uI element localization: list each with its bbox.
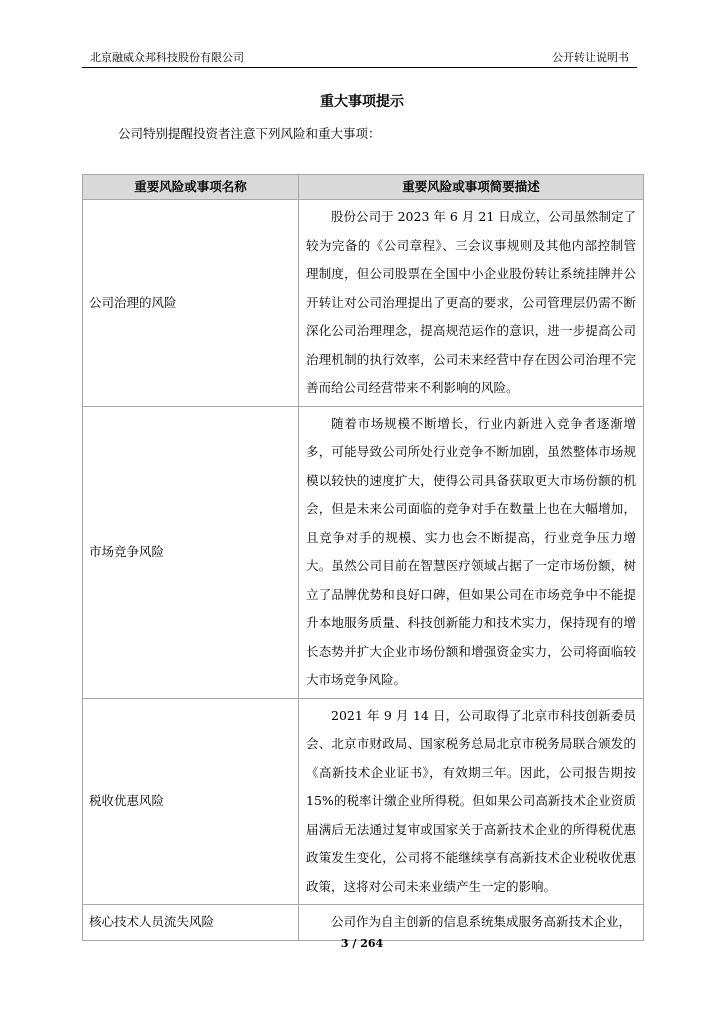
risk-name-cell: 核心技术人员流失风险 <box>83 905 299 941</box>
header-risk-description: 重要风险或事项简要描述 <box>299 175 644 200</box>
total-pages: 264 <box>360 937 384 950</box>
table-row <box>83 905 644 941</box>
page-header <box>82 50 637 66</box>
risk-name-cell: 市场竞争风险 <box>83 406 299 698</box>
header-company-name: 北京融威众邦科技股份有限公司 <box>90 51 244 64</box>
table-row <box>83 406 644 698</box>
intro-paragraph: 公司特别提醒投资者注意下列风险和重大事项： <box>118 126 381 141</box>
risk-name-cell: 税收优惠风险 <box>83 698 299 905</box>
risk-description-cell: 公司作为自主创新的信息系统集成服务高新技术企业， <box>299 905 644 941</box>
risk-description-cell: 随着市场规模不断增长，行业内新进入竞争者逐渐增多，可能导致公司所处行业竞争不断加剧，虽然整体市场规模以较快的速度扩大，使得公司具备获取更大市场份额的机会，但是未来公司面临的竞争对手在数量上也在大幅增加，且竞争对手的规模、实力也会不断提高，行业竞争压力增大。虽然公司目前在智慧医疗领域占据了一定市场份额，树立了品牌优势和良好口碑，但如果公司在市场竞争中不能提升本地服务质量、科技创新能力和技术实力，保持现有的增长态势并扩大企业市场份额和增强资金实力，公司将面临较大市场竞争风险。 <box>299 406 644 698</box>
page-separator: / <box>348 937 361 950</box>
risk-description-cell: 股份公司于 2023 年 6 月 21 日成立，公司虽然制定了较为完备的《公司章程》、三会议事规则及其他内部控制管理制度，但公司股票在全国中小企业股份转让系统挂牌并公开转让对公司治理提出了更高的要求，公司管理层仍需不断深化公司治理理念，提高规范运作的意识，进一步提高公司治理机制的执行效率，公司未来经营中存在因公司治理不完善而给公司经营带来不利影响的风险。 <box>299 200 644 407</box>
header-document-type: 公开转让说明书 <box>552 51 629 64</box>
page-footer <box>0 937 724 951</box>
page-title: 重大事项提示 <box>320 94 404 110</box>
header-risk-name: 重要风险或事项名称 <box>83 175 299 200</box>
table-row <box>83 200 644 407</box>
table-row <box>83 698 644 905</box>
risk-name-cell: 公司治理的风险 <box>83 200 299 407</box>
header-divider <box>82 67 637 68</box>
risk-table <box>82 174 644 941</box>
risk-table-header-row <box>83 175 644 200</box>
risk-description-cell: 2021 年 9 月 14 日，公司取得了北京市科技创新委员会、北京市财政局、国家税务总局北京市税务局联合颁发的《高新技术企业证书》，有效期三年。因此，公司报告期按 15%的税率计缴企业所得税。但如果公司高新技术企业资质届满后无法通过复审或国家关于高新技术企业的所得税优惠政策发生变化，公司将不能继续享有高新技术企业税收优惠政策，这将对公司未来业绩产生一定的影响。 <box>299 698 644 905</box>
page-number: 3 <box>340 937 349 950</box>
